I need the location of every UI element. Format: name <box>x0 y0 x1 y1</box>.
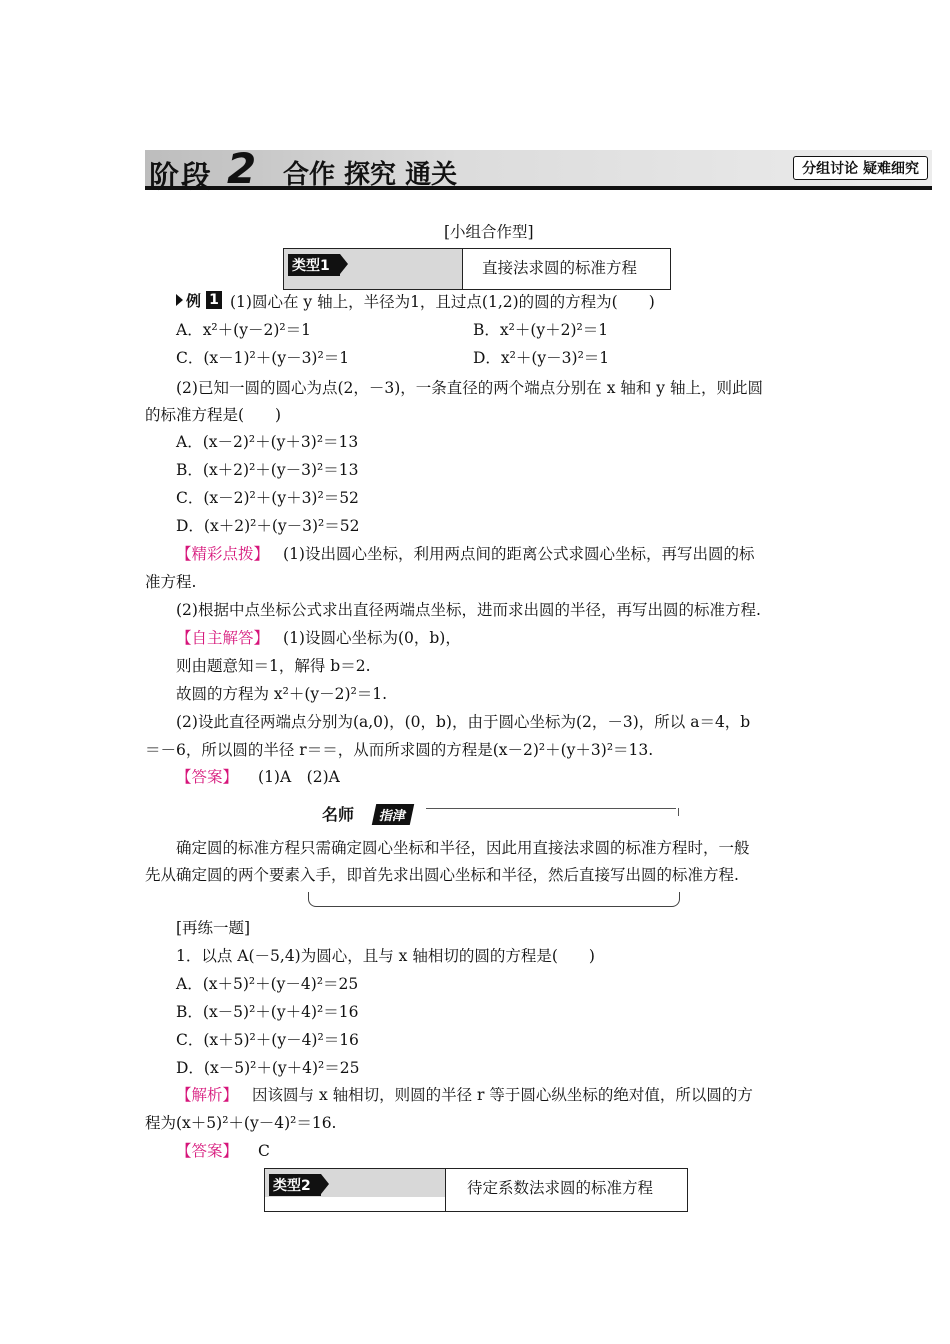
example-label: 例 <box>186 292 202 310</box>
practice-answer-line <box>176 1141 270 1161</box>
banner-stage: 阶段 <box>149 160 213 195</box>
type2-label: 待定系数法求圆的标准方程 <box>467 1179 654 1197</box>
q2-option-a: A．(x－2)²＋(y＋3)²＝13 <box>176 433 359 451</box>
q1-option-c: C．(x－1)²＋(y－3)²＝1 <box>176 349 350 367</box>
practice-label: [再练一题] <box>176 919 251 937</box>
practice-option-d: D．(x－5)²＋(y＋4)²＝25 <box>176 1059 360 1077</box>
q1-option-d: D．x²＋(y－3)²＝1 <box>473 349 610 367</box>
solution-line5: ＝－6，所以圆的半径 r＝＝，从而所求圆的方程是(x－2)²＋(y＋3)²＝13. <box>145 741 654 759</box>
type1-box <box>283 248 671 290</box>
type1-tag: 类型1 <box>288 254 340 276</box>
q2-option-b: B．(x＋2)²＋(y－3)²＝13 <box>176 461 359 479</box>
hint-text-1: (1)设出圆心坐标，利用两点间的距离公式求圆心坐标，再写出圆的标 <box>283 545 755 563</box>
q1-option-a: A．x²＋(y－2)²＝1 <box>176 321 311 339</box>
practice-answer-text: C <box>258 1142 270 1160</box>
analysis-text-1: 因该圆与 x 轴相切，则圆的半径 r 等于圆心纵坐标的绝对值，所以圆的方 <box>252 1086 753 1104</box>
banner-underline <box>145 186 932 190</box>
hint-line1 <box>176 544 754 564</box>
solution-line3: 故圆的方程为 x²＋(y－2)²＝1. <box>176 685 388 703</box>
solution-text-1: (1)设圆心坐标为(0，b)， <box>283 629 461 647</box>
answer1-label: 【答案】 <box>176 768 239 786</box>
practice-question: 1．以点 A(－5,4)为圆心，且与 x 轴相切的圆的方程是( ) <box>176 947 595 965</box>
example-q2-line2: 的标准方程是( ) <box>145 406 282 424</box>
practice-option-c: C．(x＋5)²＋(y－4)²＝16 <box>176 1031 359 1049</box>
example-q2-line1: (2)已知一圆的圆心为点(2，－3)，一条直径的两个端点分别在 x 轴和 y 轴上，则此圆 <box>176 379 763 397</box>
solution-label: 【自主解答】 <box>176 629 270 647</box>
type2-tag: 类型2 <box>269 1174 321 1196</box>
solution-line2: 则由题意知＝1，解得 b＝2. <box>176 657 371 675</box>
banner-number: 2 <box>227 144 257 193</box>
solution-line1 <box>176 628 461 648</box>
guide-header <box>322 802 432 826</box>
q1-option-b: B．x²＋(y＋2)²＝1 <box>473 321 609 339</box>
hint-line2: 准方程. <box>145 573 197 591</box>
stage-banner <box>145 144 932 195</box>
solution-line4: (2)设此直径两端点分别为(a,0)，(0，b)，由于圆心坐标为(2，－3)，所以 a＝4，b <box>176 713 751 731</box>
section-label: [小组合作型] <box>444 223 534 241</box>
hint-line3: (2)根据中点坐标公式求出直径两端点坐标，进而求出圆的半径，再写出圆的标准方程. <box>176 601 761 619</box>
hint-label: 【精彩点拨】 <box>176 545 270 563</box>
analysis-label: 【解析】 <box>176 1086 239 1104</box>
banner-badge: 分组讨论 疑难细究 <box>793 156 928 180</box>
practice-option-b: B．(x－5)²＋(y＋4)²＝16 <box>176 1003 359 1021</box>
q2-option-c: C．(x－2)²＋(y＋3)²＝52 <box>176 489 359 507</box>
guide-top-corner <box>674 808 679 816</box>
guide-line1: 确定圆的标准方程只需确定圆心坐标和半径，因此用直接法求圆的标准方程时，一般 <box>176 839 750 857</box>
example-q1: (1)圆心在 y 轴上，半径为1，且过点(1,2)的圆的方程为( ) <box>230 293 655 311</box>
guide-line2: 先从确定圆的两个要素入手，即首先求出圆心坐标和半径，然后直接写出圆的标准方程. <box>145 866 739 884</box>
answer1-line <box>176 767 340 787</box>
type1-divider <box>462 249 463 289</box>
arrow-icon <box>176 294 183 306</box>
answer1-text: (1)A (2)A <box>258 768 340 786</box>
guide-header-a: 名师 <box>322 805 355 824</box>
example-tag <box>176 290 222 310</box>
analysis-line1 <box>176 1085 753 1105</box>
guide-top-rule <box>426 808 676 809</box>
analysis-line2: 程为(x＋5)²＋(y－4)²＝16. <box>145 1114 337 1132</box>
example-number: 1 <box>206 291 222 309</box>
banner-title: 合作 探究 通关 <box>283 160 458 190</box>
type1-label: 直接法求圆的标准方程 <box>482 259 638 277</box>
practice-answer-label: 【答案】 <box>176 1142 239 1160</box>
q2-option-d: D．(x＋2)²＋(y－3)²＝52 <box>176 517 360 535</box>
guide-header-b: 指津 <box>372 804 414 825</box>
guide-bottom-frame <box>308 892 680 907</box>
type2-divider <box>445 1169 446 1211</box>
type2-box <box>264 1168 688 1212</box>
practice-option-a: A．(x＋5)²＋(y－4)²＝25 <box>176 975 359 993</box>
